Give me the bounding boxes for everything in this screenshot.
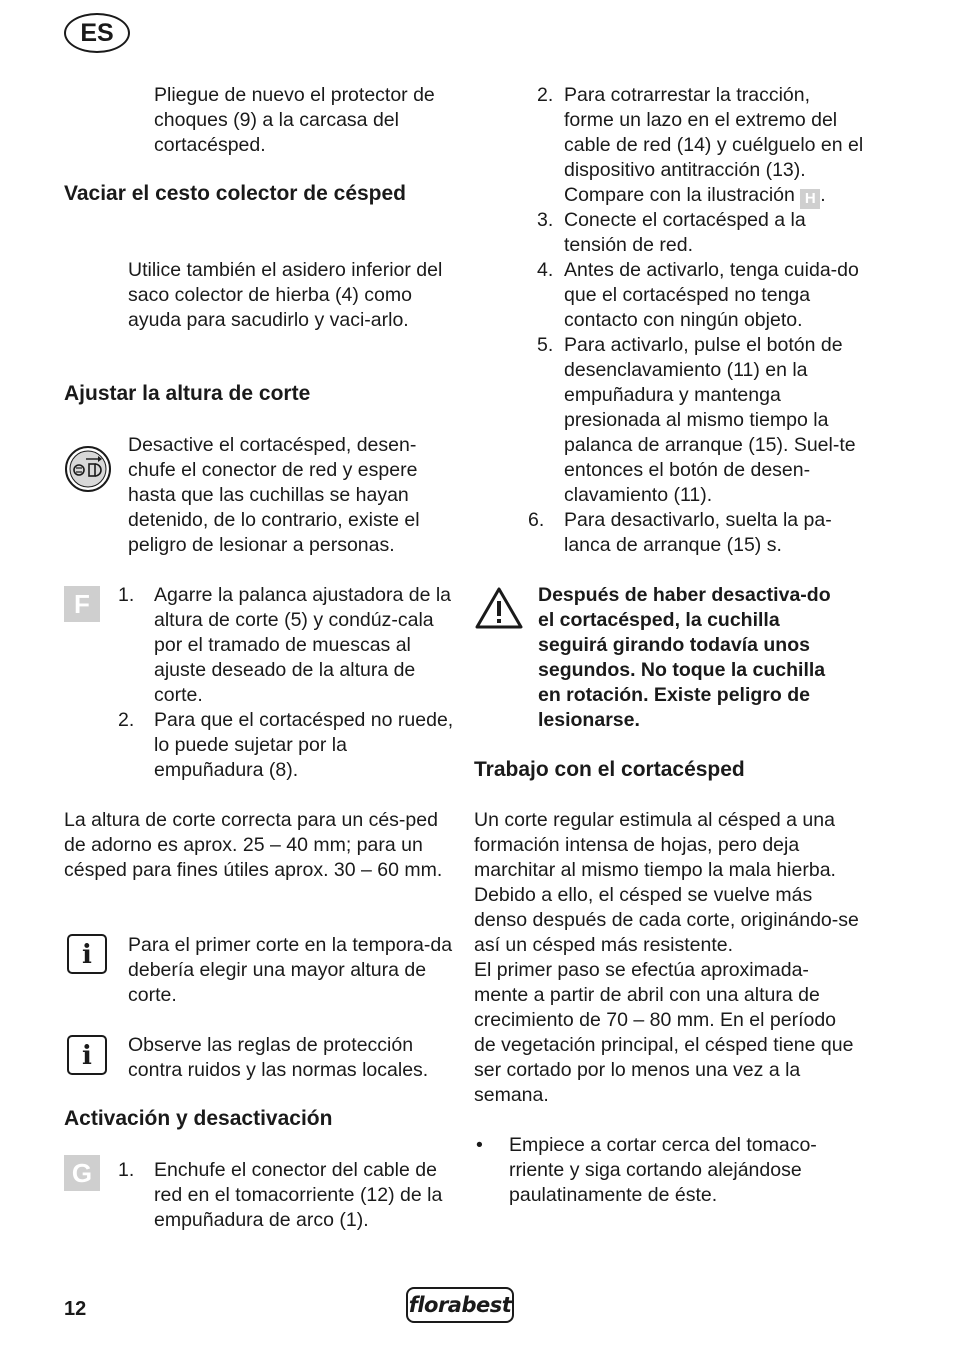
step-number: 1. [118,1159,135,1181]
list-item: 6. Para desactivarlo, suelta la pa-lanca de arranque (15) s. [528,509,832,556]
brand-logo: florabest [406,1287,514,1323]
heading-activation: Activación y desactivación [64,1107,333,1130]
figure-badge-g: G [64,1155,100,1191]
heading-cut-height: Ajustar la altura de corte [64,382,311,405]
figure-badge-h: H [800,189,820,209]
activation-steps-list [528,83,864,558]
warning-icon [474,586,524,630]
list-item: 3. Conecte el cortacésped a la tensión de red. [537,209,806,256]
cut-height-text: La altura de corte correcta para un cés-ped de adorno es aprox. 25 – 40 mm; para un césped para fines útiles aprox. 30 – 60 mm. [64,809,443,881]
heading-empty-collector: Vaciar el cesto colector de césped [64,182,407,205]
page-number: 12 [64,1298,87,1320]
warning-text: Después de haber desactiva-do el cortacésped, la cuchilla seguirá girando todavía unos segundos. No toque la cuchilla en rotación. Existe peligro de lesionarse. [538,584,831,731]
heading-working: Trabajo con el cortacésped [474,758,745,781]
info-first-cut-text: Para el primer corte en la tempora-da debería elegir una mayor altura de corte. [128,934,453,1006]
list-item: 4. Antes de activarlo, tenga cuida-do que el cortacésped no tenga contacto con ningún objeto. [537,259,859,331]
list-item: 1. Agarre la palanca ajustadora de la altura de corte (5) y condúz-cala por el tramado de muescas al ajuste deseado de la altura de corte. [118,584,452,706]
intro-text: Pliegue de nuevo el protector de choques (9) a la carcasa del cortacésped. [154,84,435,156]
working-paragraph-2: El primer paso se efectúa aproximada-mente a partir de abril con una altura de crecimiento de 70 – 80 mm. En el período de vegetación principal, el césped tiene que ser cortado por lo menos una vez a la semana. [474,959,854,1106]
list-item: 2. Para cotrarrestar la tracción, forme un lazo en el extremo del cable de red (14) y cuélguelo en el dispositivo antitracción (13). Compare con la ilustración H . [537,84,864,207]
language-badge: ES [64,13,130,53]
list-item: 5. Para activarlo, pulse el botón de desenclavamiento (11) en la empuñadura y mantenga presionada al mismo tiempo la palanca de arranque (15). Suel-te entonces el botón de desen-clavamiento (11). [537,334,856,506]
figure-badge-f: F [64,586,100,622]
bullet-mark: • [476,1134,483,1156]
list-item: 2. Para que el cortacésped no ruede, lo puede sujetar por la empuñadura (8). [118,709,454,781]
info-icon: i [67,934,107,974]
info-noise-text: Observe las reglas de protección contra ruidos y las normas locales. [128,1034,429,1081]
height-steps-list [118,583,454,783]
unplug-icon [64,445,112,493]
empty-collector-text: Utilice también el asidero inferior del saco colector de hierba (4) como ayuda para sacudirlo y vaci-arlo. [128,259,443,331]
working-paragraph-1: Un corte regular estimula al césped a una formación intensa de hojas, pero deja marchitar al mismo tiempo la mala hierba. Debido a ello, el césped se vuelve más denso después de cada corte, originándo-se así un césped más resistente. [474,809,859,956]
activation-step-1-text: Enchufe el conector del cable de red en el tomacorriente (12) de la empuñadura de arco (1). [154,1159,443,1231]
working-bullet-text: Empiece a cortar cerca del tomaco-rriente y siga cortando alejándose paulatinamente de éste. [509,1134,817,1206]
unplug-warning-text: Desactive el cortacésped, desen-chufe el conector de red y espere hasta que las cuchillas se hayan detenido, de lo contrario, existe el peligro de lesionar a personas. [128,434,420,556]
info-icon: i [67,1035,107,1075]
